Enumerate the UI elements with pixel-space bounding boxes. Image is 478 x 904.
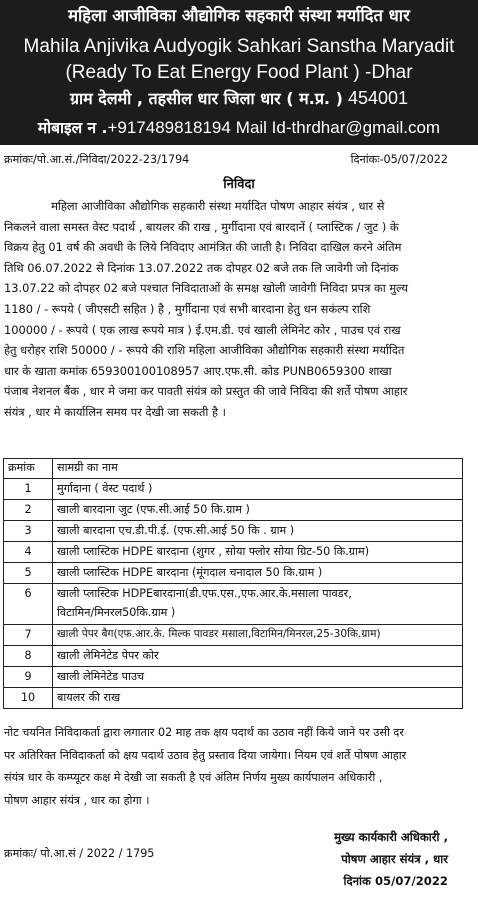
notice-line: निकलने वाला समस्त वेस्ट पदार्थ , बायलर की राख , मुर्गीदाना एवं बारदानें ( प्लास्टिक / जुट ) के	[4, 219, 399, 234]
table-row	[4, 500, 463, 521]
cell-serial: 1	[4, 479, 53, 500]
cell-item: खाली लेमिनेटेड पाउच	[53, 667, 463, 688]
cell-serial: 3	[4, 521, 53, 542]
notice-line: 13.07.22 को दोपहर 02 बजे पश्चात निविदाताओं के समक्ष खोली जावेगी निविदा प्रपत्र का मुल्य	[4, 281, 408, 296]
plant-name: (Ready To Eat Energy Food Plant ) -Dhar	[65, 62, 413, 83]
cell-serial: 2	[4, 500, 53, 521]
org-name-english: Mahila Anjivika Audyogik Sahkari Sanstha Maryadit	[23, 36, 455, 57]
notice-line: पंजाब नेशनल बैंक , धार मे जमा कर पावती संयंत्र को प्रस्तुत की जावे निविदा की शर्ते पोषण आहार	[4, 384, 408, 399]
reference-date: दिनांकः-05/07/2022	[350, 153, 448, 166]
cell-item: खाली बारदाना एच.डी.पी.ई. (एफ.सी.आई 50 कि . ग्राम )	[53, 521, 463, 542]
address-line	[0, 88, 478, 109]
mobile-number: +917489818194	[107, 118, 231, 137]
contact-line	[0, 118, 478, 138]
notice-body	[4, 196, 474, 423]
table-row	[4, 563, 463, 584]
notice-line: महिला आजीविका औद्योगिक सहकारी संस्था मर्यादित पोषण आहार संयंत्र , धार से	[4, 199, 385, 213]
table-row	[4, 688, 463, 709]
notice-line: 1180 / - रूपये ( जीएसटी सहित ) है , मुर्गीदाना एवं सभी बारदाना हेतु धन सकंल्प राशि	[4, 301, 371, 316]
cell-serial: 9	[4, 667, 53, 688]
org-name-hindi: महिला आजीविका औद्योगिक सहकारी संस्था मर्यादित धार	[68, 6, 410, 25]
mobile-label: मोबाइल न .	[37, 119, 108, 137]
cell-serial: 8	[4, 646, 53, 667]
cell-item-line: विटामिन/मिनरल50कि.ग्राम )	[57, 606, 176, 619]
reference-number: क्रमांकः/पो.आ.सं./निविदा/2022-23/1794	[4, 153, 190, 166]
table-row	[4, 584, 463, 625]
note-block	[4, 722, 474, 812]
cell-item: खाली पेपर बैग(एफ.आर.के. मिल्क पावडर मसाला,विटामिन/मिनरल,25-30कि.ग्राम)	[53, 625, 463, 646]
pincode: 454001	[347, 88, 409, 108]
email: Mail Id-thrdhar@gmail.com	[235, 118, 441, 137]
table-row	[4, 646, 463, 667]
note-line: पोषण आहार संयंत्र , धार का होगा ।	[4, 793, 150, 807]
items-table	[3, 458, 463, 709]
table-row	[4, 479, 463, 500]
signatory-title: मुख्य कार्यकारी अधिकारी ,	[334, 830, 448, 844]
notice-line: तिथि 06.07.2022 से दिनांक 13.07.2022 तक दोपहर 02 बजे तक लि जावेगी जो दिनांक	[4, 260, 399, 275]
notice-line: धार के खाता कमांक 659300100108957 आए.एफ.सी. कोड PUNB0659300 शाखा	[4, 363, 392, 378]
signatory-date: दिनांक 05/07/2022	[343, 874, 448, 888]
cell-item: बायलर की राख	[53, 688, 463, 709]
cell-item	[53, 584, 463, 625]
notice-line: विक्रय हेतु 01 वर्ष की अवधी के लिये निविदाए आमंत्रित की जाती है। निविदा दाखिल करने अंतिम	[4, 240, 402, 255]
table-row	[4, 625, 463, 646]
table-row	[4, 542, 463, 563]
notice-line: 100000 / - रूपये ( एक लाख रूपये मात्र ) ई.एम.डी. एवं खाली लेमिनेट कोर , पाउच एवं राख	[4, 322, 401, 337]
signatory-org: पोषण आहार संयंत्र , धार	[341, 852, 448, 866]
cell-serial: 7	[4, 625, 53, 646]
cell-item: मुर्गादाना ( वेस्ट पदार्थ )	[53, 479, 463, 500]
notice-line: हेतु धरोहर राशि 50000 / - रूपये की राशि महिला आजीविका औद्योगिक सहकारी संस्था मर्यादित	[4, 343, 405, 358]
signature-block	[334, 826, 448, 892]
address-text: ग्राम देलमी , तहसील धार जिला धार ( म.प्र. )	[69, 89, 343, 108]
table-row	[4, 521, 463, 542]
cell-item: खाली बारदाना जुट (एफ.सी.आई 50 कि.ग्राम )	[53, 500, 463, 521]
cell-serial: 5	[4, 563, 53, 584]
table-header-row	[4, 459, 463, 479]
header-serial: क्रमांक	[4, 459, 53, 479]
cell-serial: 10	[4, 688, 53, 709]
note-line: संयंत्र धार के कम्प्यूटर कक्ष मे देखी जा सकती है एवं अंतिम निर्णय मुख्य कार्यपालन अधिकारी ,	[4, 771, 383, 784]
letterhead	[0, 0, 478, 145]
notice-line: संयंत्र , धार मे कार्यालिन समय पर देखी जा सकती है ।	[4, 404, 226, 419]
cell-item-line: खाली प्लास्टिक HDPEबारदाना(डी.एफ.एस.,एफ.आर.के.मसाला पावडर,	[57, 587, 352, 600]
cell-item: खाली प्लास्टिक HDPE बारदाना (मूंगदाल चनादाल 50 कि.ग्राम )	[53, 563, 463, 584]
cell-serial: 6	[4, 584, 53, 625]
note-line: नोट चयनित निविदाकर्ता द्वारा लगातार 02 माह तक क्षय पदार्थ का उठाव नहीं किये जाने पर उसी दर	[4, 726, 404, 739]
cell-item: खाली प्लास्टिक HDPE बारदाना (शुगर , सोया फ्लोर सोया ग्रिट-50 कि.ग्राम)	[53, 542, 463, 563]
footer-reference: क्रमांकः/ पो.आ.सं / 2022 / 1795	[4, 847, 155, 860]
cell-item: खाली लेमिनेटेड पेपर कोर	[53, 646, 463, 667]
notice-title: निविदा	[223, 177, 255, 192]
header-item: सामग्री का नाम	[53, 459, 463, 479]
note-line: पर अतिरिक्त निविदाकर्ता को क्षय पदार्थ उठाव हेतु प्रस्ताव दिया जायेगा। नियम एवं शर्ते पोषण आहार	[4, 748, 407, 762]
cell-serial: 4	[4, 542, 53, 563]
table-row	[4, 667, 463, 688]
